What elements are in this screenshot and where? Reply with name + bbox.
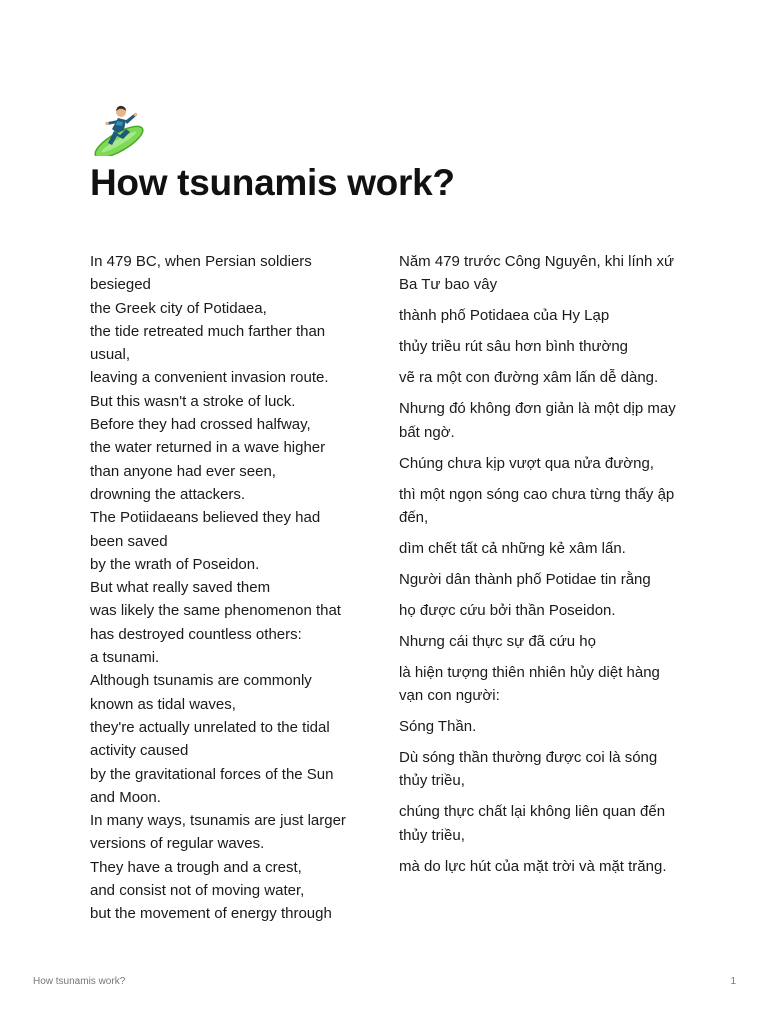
vietnamese-paragraph: Dù sóng thần thường được coi là sóng thủy triều,: [399, 748, 658, 790]
vietnamese-paragraph: Năm 479 trước Công Nguyên, khi lính xứ Ba Tư bao vây: [399, 253, 675, 294]
english-line: and Moon.: [90, 788, 161, 806]
vietnamese-paragraph: mà do lực hút của mặt trời và mặt trăng.: [399, 857, 667, 875]
vietnamese-paragraph: vẽ ra một con đường xâm lấn dễ dàng.: [399, 369, 659, 387]
english-text-column: [90, 250, 370, 926]
surfer-icon: [90, 98, 148, 156]
english-line: been saved: [90, 532, 168, 550]
english-line: leaving a convenient invasion route.: [90, 369, 329, 387]
english-line: known as tidal waves,: [90, 695, 236, 713]
english-line: a tsunami.: [90, 649, 160, 667]
english-line: the water returned in a wave higher: [90, 439, 326, 457]
vietnamese-paragraph: thành phố Potidaea của Hy Lạp: [399, 307, 610, 325]
english-line: the tide retreated much farther than: [90, 322, 326, 340]
vietnamese-paragraph: thủy triều rút sâu hơn bình thường: [399, 338, 629, 356]
english-line: versions of regular waves.: [90, 835, 265, 853]
vietnamese-paragraph: Chúng chưa kịp vượt qua nửa đường,: [399, 454, 654, 472]
vietnamese-text-column: [399, 250, 684, 886]
english-line: The Potiidaeans believed they had: [90, 509, 321, 527]
english-line: They have a trough and a crest,: [90, 858, 302, 876]
english-line: by the wrath of Poseidon.: [90, 555, 260, 573]
english-line: besieged: [90, 276, 151, 294]
english-line: but the movement of energy through: [90, 905, 332, 923]
english-line: activity caused: [90, 742, 189, 760]
english-line: But what really saved them: [90, 579, 271, 597]
english-line: In 479 BC, when Persian soldiers: [90, 253, 312, 270]
page-number: 1: [730, 976, 736, 987]
english-line: by the gravitational forces of the Sun: [90, 765, 334, 783]
english-line: they're actually unrelated to the tidal: [90, 718, 330, 736]
english-line: But this wasn't a stroke of luck.: [90, 392, 296, 410]
english-line: and consist not of moving water,: [90, 882, 305, 900]
vietnamese-paragraph: Người dân thành phố Potidae tin rằng: [399, 570, 651, 588]
english-line: than anyone had ever seen,: [90, 462, 276, 480]
english-line: Although tsunamis are commonly: [90, 672, 312, 690]
english-line: drowning the attackers.: [90, 485, 246, 503]
vietnamese-paragraph: họ được cứu bởi thần Poseidon.: [399, 601, 616, 619]
vietnamese-paragraph: là hiện tượng thiên nhiên hủy diệt hàng vạn con người:: [399, 663, 660, 705]
english-line: was likely the same phenomenon that: [90, 602, 341, 620]
vietnamese-paragraph: Nhưng đó không đơn giản là một dịp may bất ngờ.: [399, 400, 676, 441]
english-line: has destroyed countless others:: [90, 625, 302, 643]
footer-title: How tsunamis work?: [33, 976, 126, 987]
vietnamese-paragraph: thì một ngọn sóng cao chưa từng thấy ập đến,: [399, 485, 675, 526]
english-line: the Greek city of Potidaea,: [90, 299, 267, 317]
vietnamese-paragraph: Nhưng cái thực sự đã cứu họ: [399, 632, 596, 650]
vietnamese-paragraph: chúng thực chất lại không liên quan đến thủy triều,: [399, 803, 666, 844]
vietnamese-paragraph: dìm chết tất cả những kẻ xâm lấn.: [399, 539, 626, 557]
page-title: How tsunamis work?: [90, 162, 455, 203]
english-line: Before they had crossed halfway,: [90, 416, 311, 434]
vietnamese-paragraph: Sóng Thần.: [399, 718, 477, 735]
english-line: In many ways, tsunamis are just larger: [90, 812, 346, 830]
english-line: usual,: [90, 346, 131, 364]
